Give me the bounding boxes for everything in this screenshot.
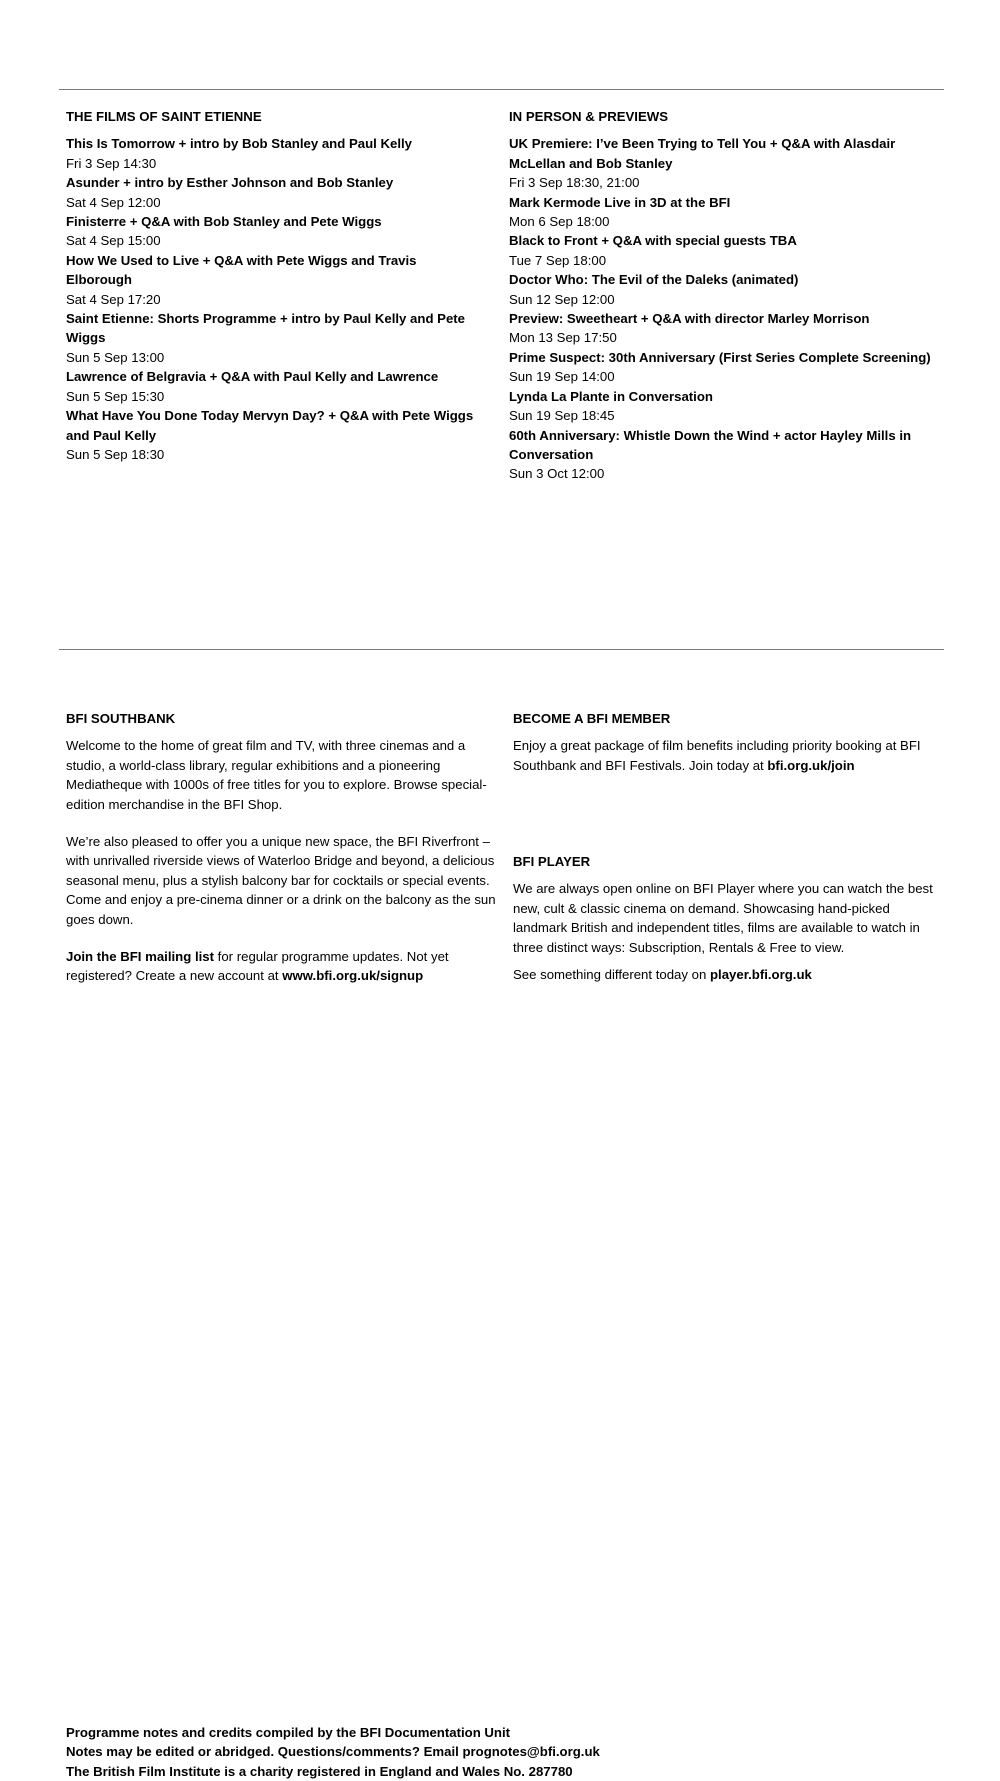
event-date: Sun 19 Sep 18:45 [509,408,615,424]
signup-link[interactable]: www.bfi.org.uk/signup [282,968,424,984]
saint-etienne-column [66,107,486,464]
event-item [66,251,486,309]
event-date: Sat 4 Sep 15:00 [66,233,161,249]
event-item [66,367,486,406]
mailing-list-paragraph [66,947,496,986]
event-title: Doctor Who: The Evil of the Daleks (animated) [509,272,799,288]
event-title: Lynda La Plante in Conversation [509,388,713,404]
footer-line-charity: The British Film Institute is a charity registered in England and Wales No. 287780 [66,1763,573,1779]
event-title: 60th Anniversary: Whistle Down the Wind + actor Hayley Mills in Conversation [509,427,912,462]
saint-etienne-heading: THE FILMS OF SAINT ETIENNE [66,109,262,124]
in-person-events [509,134,934,483]
event-date: Sat 4 Sep 17:20 [66,291,161,307]
event-title: Asunder + intro by Esther Johnson and Bob Stanley [66,175,394,191]
event-item [509,309,934,348]
southbank-heading: BFI SOUTHBANK [66,711,176,726]
event-date: Sun 5 Sep 15:30 [66,388,165,404]
event-date: Sun 12 Sep 12:00 [509,291,615,307]
footer [66,1723,600,1781]
riverfront-paragraph: We’re also pleased to offer you a unique new space, the BFI Riverfront – with unrivalled riverside views of Waterloo Bridge and beyond, a delicious seasonal menu, plus a stylish balcony bar for cocktails or special events. Come and enjoy a pre-cinema dinner or a drink on the balcony as the sun goes down. [66,834,496,927]
event-title: This Is Tomorrow + intro by Bob Stanley and Paul Kelly [66,136,412,152]
event-date: Mon 6 Sep 18:00 [509,214,610,230]
player-link-text: See something different today on [513,967,710,983]
event-date: Sun 5 Sep 18:30 [66,446,165,462]
player-paragraph: We are always open online on BFI Player where you can watch the best new, cult & classic cinema on demand. Showcasing hand-picked landmark British and independent titles, films are available to watch in three distinct ways: Subscription, Rentals & Free to view. [513,881,933,955]
footer-line-contact: Notes may be edited or abridged. Questions/comments? Email prognotes@bfi.org.uk [66,1744,600,1760]
event-title: What Have You Done Today Mervyn Day? + Q&A with Pete Wiggs and Paul Kelly [66,408,474,443]
event-item [509,231,934,270]
saint-etienne-events [66,134,486,464]
event-date: Sun 5 Sep 13:00 [66,349,165,365]
event-item [66,406,486,464]
event-date: Sun 3 Oct 12:00 [509,466,605,482]
event-title: Prime Suspect: 30th Anniversary (First Series Complete Screening) [509,349,931,365]
player-column [513,852,938,992]
member-column [513,709,938,793]
event-date: Mon 13 Sep 17:50 [509,330,617,346]
event-item [66,309,486,367]
event-title: UK Premiere: I’ve Been Trying to Tell You + Q&A with Alasdair McLellan and Bob Stanley [509,136,896,171]
event-item [509,348,934,387]
in-person-heading: IN PERSON & PREVIEWS [509,109,669,124]
join-link[interactable]: bfi.org.uk/join [767,757,855,773]
event-item [509,387,934,426]
event-title: Preview: Sweetheart + Q&A with director Marley Morrison [509,311,870,327]
event-item [66,212,486,251]
event-item [66,134,486,173]
event-item [66,173,486,212]
event-title: Finisterre + Q&A with Bob Stanley and Pete Wiggs [66,214,382,230]
event-date: Fri 3 Sep 14:30 [66,155,157,171]
event-item [509,134,934,192]
player-heading: BFI PLAYER [513,854,591,869]
member-text: Enjoy a great package of film benefits including priority booking at BFI Southbank and BFI Festivals. Join today at [513,738,921,773]
southbank-intro: Welcome to the home of great film and TV, with three cinemas and a studio, a world-class library, regular exhibitions and a pioneering Mediatheque with 1000s of free titles for you to explore. Browse special-edition merchandise in the BFI Shop. [66,738,487,812]
mailing-list-link[interactable]: Join the BFI mailing list [66,949,215,965]
member-heading: BECOME A BFI MEMBER [513,711,671,726]
event-item [509,426,934,484]
middle-divider [59,649,944,650]
event-title: How We Used to Live + Q&A with Pete Wiggs and Travis Elborough [66,252,417,288]
event-date: Fri 3 Sep 18:30, 21:00 [509,175,640,191]
event-title: Lawrence of Belgravia + Q&A with Paul Kelly and Lawrence [66,369,439,385]
mailing-list-text: for regular programme updates. Not yet registered? Create a new account at [66,949,449,984]
event-item [509,193,934,232]
southbank-column [66,709,496,1004]
event-title: Saint Etienne: Shorts Programme + intro by Paul Kelly and Pete Wiggs [66,311,466,346]
event-title: Mark Kermode Live in 3D at the BFI [509,194,731,210]
member-paragraph [513,736,938,775]
player-link-paragraph [513,965,938,984]
player-link[interactable]: player.bfi.org.uk [709,967,812,983]
event-title: Black to Front + Q&A with special guests TBA [509,233,797,249]
footer-line-credits: Programme notes and credits compiled by the BFI Documentation Unit [66,1725,511,1740]
in-person-column [509,107,934,484]
event-date: Sat 4 Sep 12:00 [66,194,161,210]
top-divider [59,89,944,90]
event-item [509,270,934,309]
event-date: Tue 7 Sep 18:00 [509,252,607,268]
event-date: Sun 19 Sep 14:00 [509,369,615,385]
